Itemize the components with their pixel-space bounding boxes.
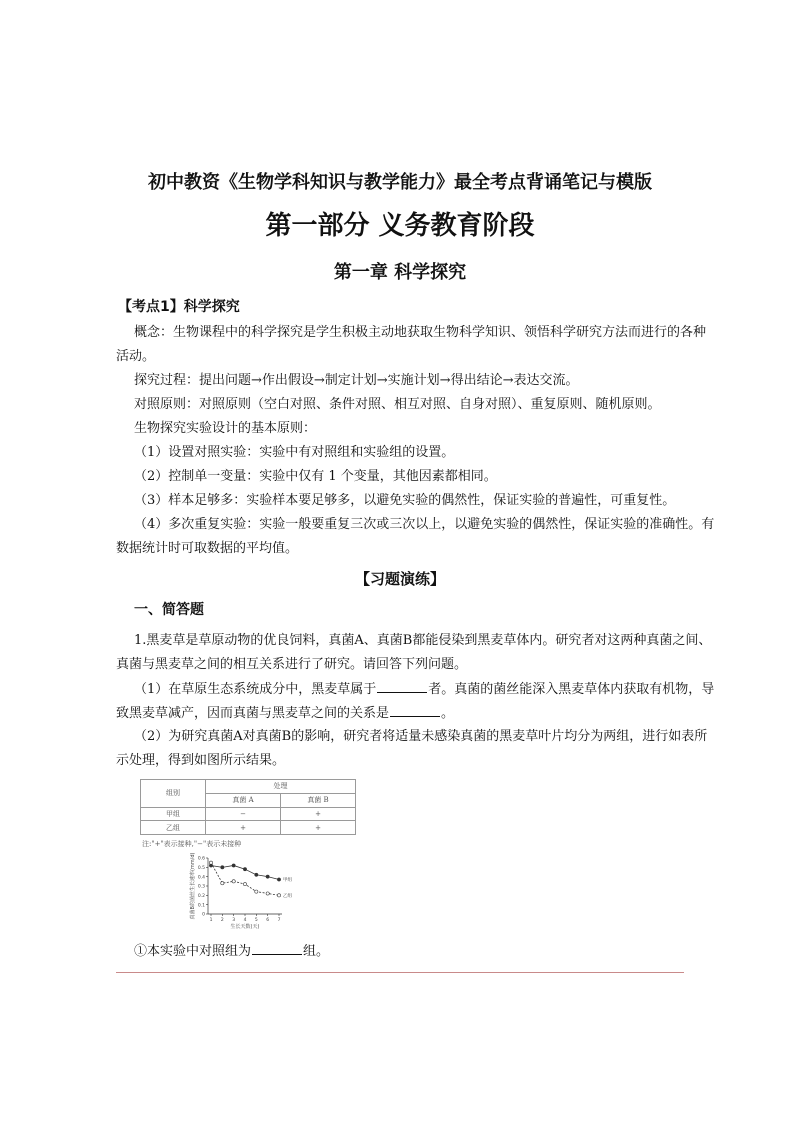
y-tick-label: 0.3 bbox=[197, 884, 205, 890]
answer-blank[interactable] bbox=[377, 680, 427, 693]
question-1-part-2-line-2: 示处理，得到如图所示结果。 bbox=[116, 753, 286, 768]
question-1-line-1: 1.黑麦草是草原动物的优良饲料，真菌A、真菌B都能侵染到黑麦草体内。研究者对这两种真菌之间、 bbox=[134, 633, 712, 648]
experiment-table bbox=[140, 779, 356, 835]
table-subheader-a: 真菌 A bbox=[206, 793, 281, 807]
data-point bbox=[221, 866, 224, 869]
data-point bbox=[266, 892, 269, 895]
part-title: 第一部分 义务教育阶段 bbox=[265, 211, 535, 241]
control-principle-line: 对照原则：对照原则（空白对照、条件对照、相互对照、自身对照）、重复原则、随机原则。 bbox=[134, 397, 661, 412]
x-tick-label: 7 bbox=[277, 918, 281, 923]
table-cell-b: + bbox=[281, 821, 356, 835]
process-line: 探究过程：提出问题→作出假设→制定计划→实施计划→得出结论→表达交流。 bbox=[134, 373, 579, 388]
y-tick-label: 0.6 bbox=[197, 856, 205, 862]
table-cell-group: 甲组 bbox=[141, 807, 206, 821]
exercise-heading: 【习题演练】 bbox=[354, 570, 445, 588]
data-point bbox=[277, 894, 280, 897]
q1-1-text-after: 者。真菌的菌丝能深入黑麦草体内获取有机物，导 bbox=[428, 682, 715, 697]
x-tick-label: 6 bbox=[266, 918, 270, 923]
x-tick-label: 5 bbox=[254, 918, 258, 923]
data-point bbox=[255, 890, 258, 893]
chapter-title: 第一章 科学探究 bbox=[333, 262, 467, 283]
x-axis-label: 生长天数(天) bbox=[230, 924, 260, 930]
table-header-group: 组别 bbox=[141, 780, 206, 808]
table-cell-a: − bbox=[206, 807, 281, 821]
concept-line-2: 活动。 bbox=[116, 349, 156, 364]
concept-line-1: 概念：生物课程中的科学探究是学生积极主动地获取生物科学知识、领悟科学研究方法而进行的各种 bbox=[134, 325, 707, 340]
series-label: 甲组 bbox=[283, 878, 292, 884]
section-heading: 一、简答题 bbox=[134, 602, 204, 618]
table-row bbox=[141, 807, 356, 821]
principle-2: （2）控制单一变量：实验中仅有 1 个变量，其他因素都相同。 bbox=[134, 469, 497, 484]
data-point bbox=[277, 878, 280, 881]
q1-1-line2-text-after: 。 bbox=[441, 706, 455, 721]
x-tick-label: 2 bbox=[220, 918, 224, 923]
table-header-treatment: 处理 bbox=[206, 780, 356, 794]
question-1-part-2-line-1: （2）为研究真菌A对真菌B的影响，研究者将适量未感染真菌的黑麦草叶片均分为两组，进行如表所 bbox=[134, 729, 708, 744]
q1-1-text-before: （1）在草原生态系统成分中，黑麦草属于 bbox=[134, 682, 377, 697]
principle-4-line-2: 数据统计时可取数据的平均值。 bbox=[116, 541, 299, 556]
x-tick-label: 4 bbox=[243, 918, 247, 923]
principle-4-line-1: （4）多次重复实验：实验一般要重复三次或三次以上，以避免实验的偶然性，保证实验的准确性。有 bbox=[134, 517, 715, 532]
data-point bbox=[232, 880, 235, 883]
table-subheader-b: 真菌 B bbox=[281, 793, 356, 807]
question-1-part-1-line-1 bbox=[134, 680, 715, 699]
data-point bbox=[255, 873, 258, 876]
table-note: 注:"+"表示接种,"−"表示未接种 bbox=[142, 840, 242, 848]
y-axis-label: 真菌B的菌丝生长速率(mm/d) bbox=[190, 852, 196, 920]
table-cell-a: + bbox=[206, 821, 281, 835]
principle-3: （3）样本足够多：实验样本要足够多，以避免实验的偶然性，保证实验的普遍性，可重复性。 bbox=[134, 493, 676, 508]
question-1-part-2-sub-1 bbox=[134, 942, 684, 961]
table-row bbox=[141, 821, 356, 835]
q1-1-line2-text-before: 致黑麦草减产，因而真菌与黑麦草之间的关系是 bbox=[116, 706, 390, 721]
table-cell-group: 乙组 bbox=[141, 821, 206, 835]
main-title: 初中教资《生物学科知识与教学能力》最全考点背诵笔记与模版 bbox=[148, 172, 652, 193]
x-tick-label: 1 bbox=[209, 918, 213, 923]
question-1-line-2: 真菌与黑麦草之间的相互关系进行了研究。请回答下列问题。 bbox=[116, 657, 468, 672]
data-point bbox=[232, 864, 235, 867]
table-cell-b: + bbox=[281, 807, 356, 821]
q1-2-sub-text-before: ①本实验中对照组为 bbox=[134, 944, 252, 959]
q1-2-sub-text-after: 组。 bbox=[303, 944, 330, 959]
data-point bbox=[209, 861, 212, 864]
data-point bbox=[266, 875, 269, 878]
x-tick-label: 3 bbox=[232, 918, 236, 923]
footer-divider bbox=[116, 972, 684, 973]
y-tick-label: 0 bbox=[202, 912, 205, 918]
data-point bbox=[221, 882, 224, 885]
series-label: 乙组 bbox=[283, 893, 292, 899]
growth-rate-chart bbox=[168, 852, 318, 936]
basic-principles-intro: 生物探究实验设计的基本原则： bbox=[134, 421, 317, 436]
principle-1: （1）设置对照实验：实验中有对照组和实验组的设置。 bbox=[134, 445, 455, 460]
y-tick-label: 0.2 bbox=[197, 893, 205, 899]
question-1-part-1-line-2 bbox=[116, 704, 684, 723]
data-point bbox=[243, 868, 246, 871]
y-tick-label: 0.1 bbox=[197, 903, 205, 909]
answer-blank[interactable] bbox=[390, 704, 440, 717]
answer-blank[interactable] bbox=[252, 942, 302, 955]
y-tick-label: 0.4 bbox=[197, 875, 205, 881]
y-tick-label: 0.5 bbox=[197, 865, 205, 871]
data-point bbox=[243, 883, 246, 886]
point-heading: 【考点1】科学探究 bbox=[118, 299, 240, 315]
